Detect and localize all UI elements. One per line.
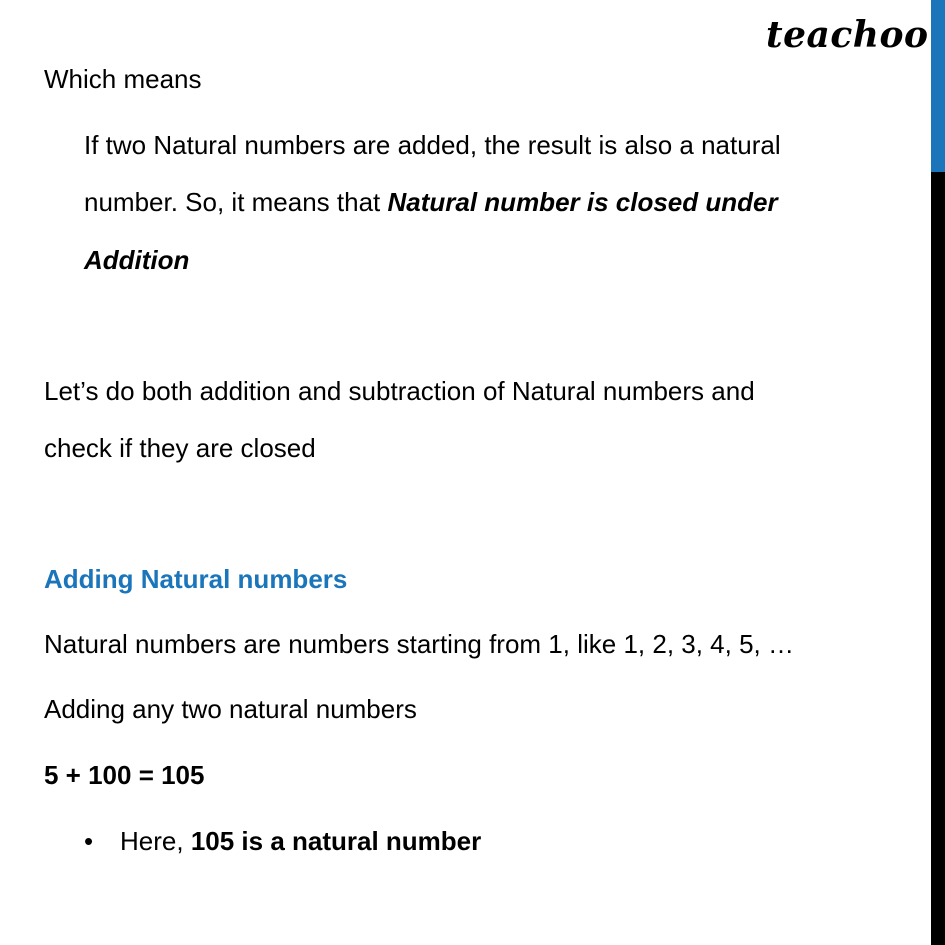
- teachoo-logo: teachoo: [766, 14, 929, 56]
- closure-statement-line-2: [84, 185, 778, 219]
- closure-conclusion-addition: Addition: [84, 245, 190, 275]
- which-means-text: Which means: [44, 64, 202, 94]
- closure-statement-line-1: If two Natural numbers are added, the result is also a natural: [84, 130, 781, 160]
- instruction-text: Adding any two natural numbers: [44, 694, 417, 724]
- closure-statement-prefix: number. So, it means that: [84, 187, 388, 217]
- natural-numbers-definition: Natural numbers are numbers starting from 1, like 1, 2, 3, 4, 5, …: [44, 629, 794, 659]
- example-equation: 5 + 100 = 105: [44, 760, 205, 790]
- section-heading: Adding Natural numbers: [44, 564, 348, 594]
- bullet-prefix: Here,: [120, 826, 191, 856]
- intro-paragraph-line-2: check if they are closed: [44, 433, 316, 463]
- right-sidebar-accent: [931, 0, 945, 172]
- bullet-item: [120, 824, 481, 858]
- bullet-icon: •: [84, 826, 94, 856]
- bullet-emphasis: 105 is a natural number: [190, 826, 482, 856]
- intro-paragraph-line-1: Let’s do both addition and subtraction of Natural numbers and: [44, 376, 755, 406]
- closure-conclusion-emphasis: Natural number is closed under: [387, 187, 778, 217]
